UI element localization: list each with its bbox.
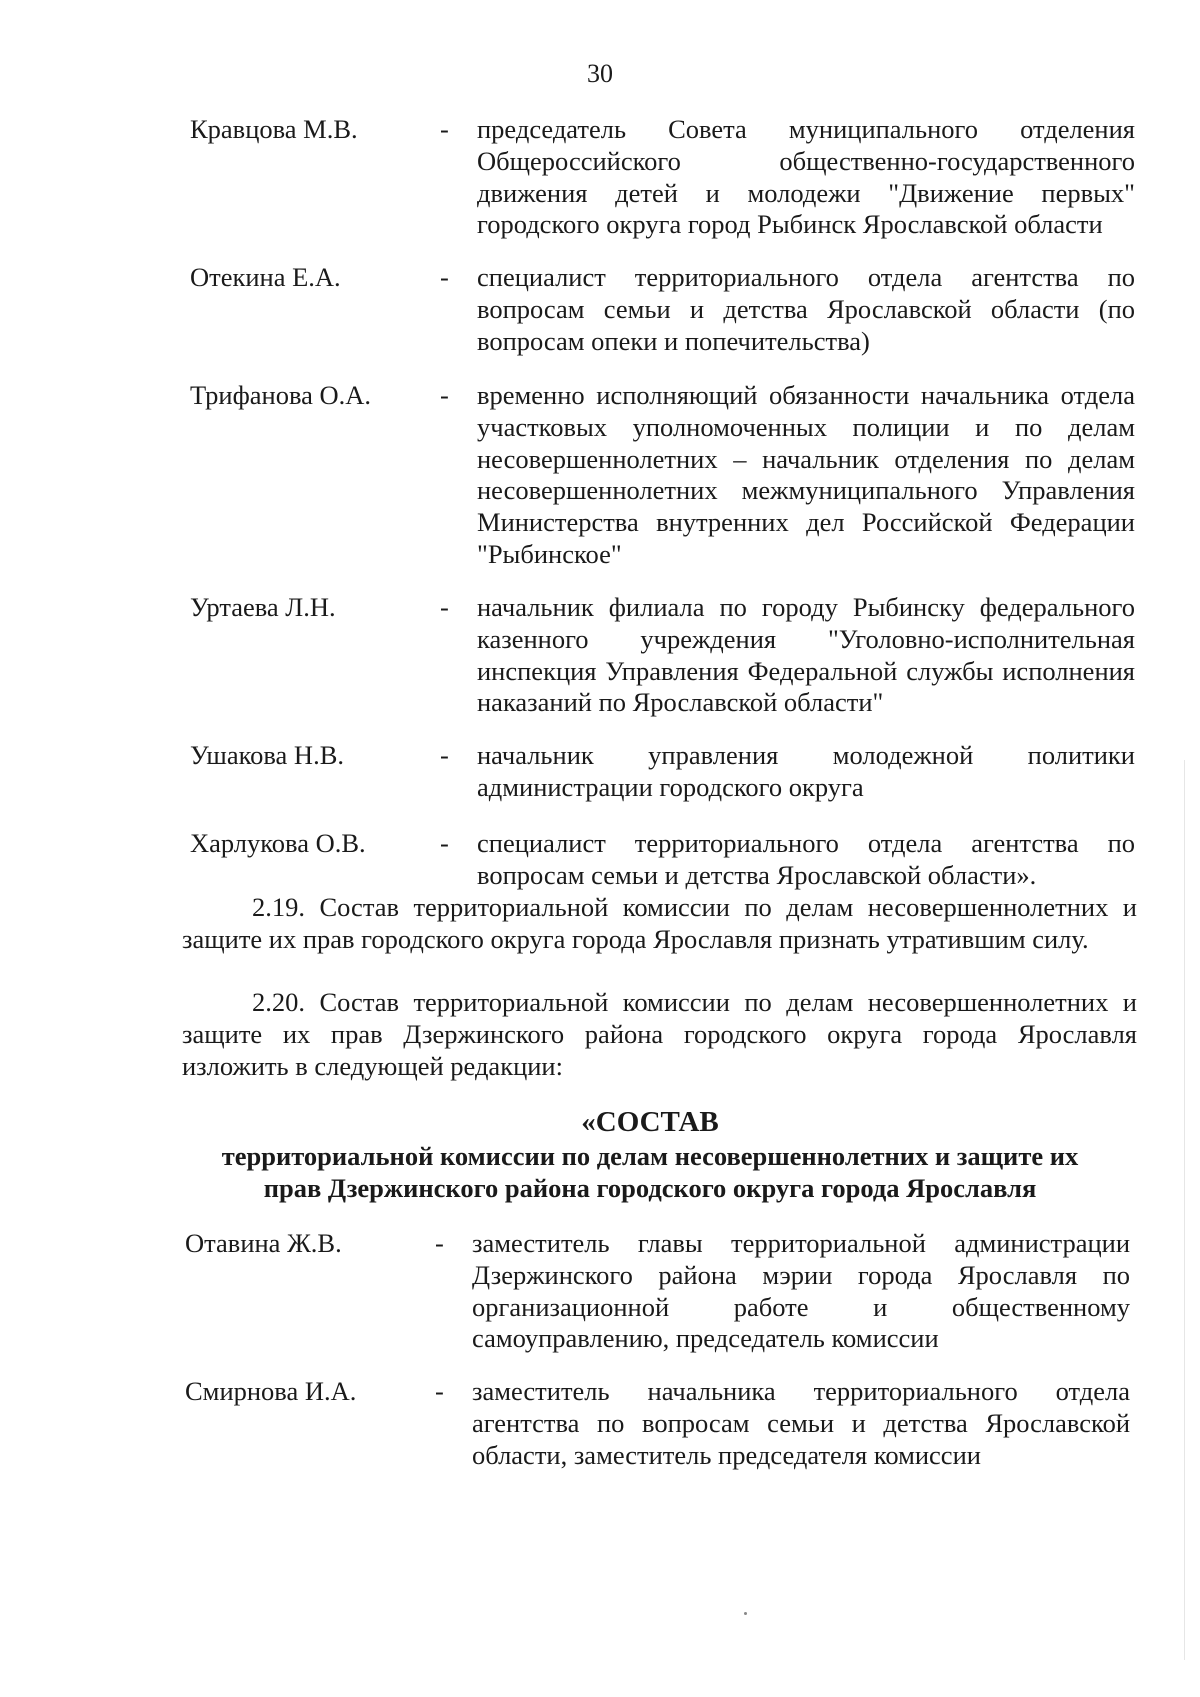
member-role: специалист территориального отдела агентства по вопросам семьи и детства Ярославской области (по вопросам опеки и попечительства)	[477, 262, 1135, 356]
scan-edge-line	[1184, 760, 1185, 1660]
member-entry	[190, 380, 1135, 571]
member-role: временно исполняющий обязанности начальника отдела участковых уполномоченных полиции и по делам несовершеннолетних – начальник отделения по делам несовершеннолетних межмуниципального Управления Министерства внутренних дел Российской Федерации "Рыбинское"	[477, 380, 1135, 569]
member-dash: -	[440, 380, 449, 410]
composition-heading	[150, 1106, 1150, 1204]
member-role: начальник управления молодежной политики администрации городского округа	[477, 740, 1135, 802]
member-name: Кравцова М.В.	[190, 114, 358, 144]
paragraph-2-19: 2.19. Состав территориальной комиссии по делам несовершеннолетних и защите их прав городского округа города Ярославля признать утратившим силу.	[182, 892, 1137, 954]
member-role: заместитель главы территориальной администрации Дзержинского района мэрии города Ярославля по организационной работе и общественному самоуправлению, председатель комиссии	[472, 1228, 1130, 1354]
member-dash: -	[435, 1376, 444, 1406]
member-name: Ушакова Н.В.	[190, 740, 344, 770]
member-role: председатель Совета муниципального отделения Общероссийского общественно-государственного движения детей и молодежи "Движение первых" городского округа город Рыбинск Ярославской области	[477, 114, 1135, 240]
member-dash: -	[440, 828, 449, 858]
member-role: специалист территориального отдела агентства по вопросам семьи и детства Ярославской области».	[477, 828, 1135, 890]
member-entry	[190, 592, 1135, 719]
paragraph-2-20: 2.20. Состав территориальной комиссии по делам несовершеннолетних и защите их прав Дзержинского района городского округа города Ярославля изложить в следующей редакции:	[182, 987, 1137, 1081]
member-name: Отекина Е.А.	[190, 262, 341, 292]
member-name: Харлукова О.В.	[190, 828, 366, 858]
heading-subtitle-line: территориальной комиссии по делам несовершеннолетних и защите их	[221, 1141, 1079, 1171]
member-entry	[190, 828, 1135, 892]
member-dash: -	[440, 740, 449, 770]
member-entry	[185, 1228, 1130, 1355]
member-entry	[185, 1376, 1130, 1471]
member-entry	[190, 262, 1135, 357]
member-role: начальник филиала по городу Рыбинску федерального казенного учреждения "Уголовно-исполнительная инспекция Управления Федеральной службы исполнения наказаний по Ярославской области"	[477, 592, 1135, 718]
heading-title: «СОСТАВ	[581, 1106, 719, 1138]
member-entry	[190, 114, 1135, 241]
member-dash: -	[440, 114, 449, 144]
member-dash: -	[435, 1228, 444, 1258]
scan-speck	[744, 1612, 747, 1615]
heading-subtitle-line: прав Дзержинского района городского округа города Ярославля	[263, 1173, 1037, 1203]
page-number: 30	[587, 59, 613, 88]
member-dash: -	[440, 592, 449, 622]
member-entry	[190, 740, 1135, 804]
member-name: Трифанова О.А.	[190, 380, 372, 410]
member-name: Уртаева Л.Н.	[190, 592, 336, 622]
member-name: Отавина Ж.В.	[185, 1228, 342, 1258]
member-dash: -	[440, 262, 449, 292]
member-role: заместитель начальника территориального отдела агентства по вопросам семьи и детства Ярославской области, заместитель председателя комиссии	[472, 1376, 1130, 1470]
member-name: Смирнова И.А.	[185, 1376, 357, 1406]
